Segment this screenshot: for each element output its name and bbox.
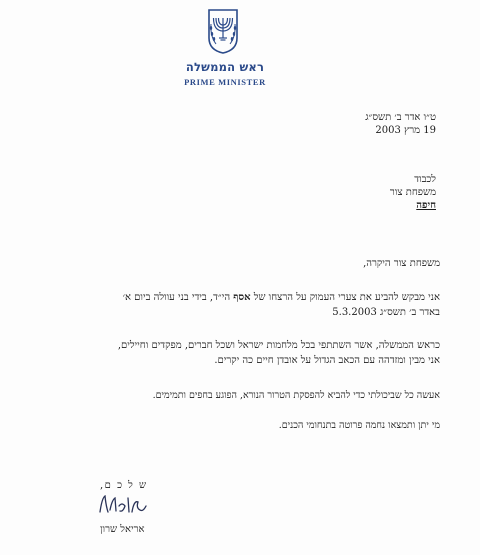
signer-name: אריאל שרון — [100, 524, 145, 535]
office-title-hebrew: ראש הממשלה — [185, 60, 265, 74]
paragraph-2-line-2: אני מבין ומזדהה עם הכאב הגדול על אובדן חיים כה יקרים. — [214, 355, 440, 366]
office-title-english: PRIME MINISTER — [184, 77, 266, 87]
closing-sign-off: ש ל כ ם, — [100, 480, 148, 491]
date-gregorian: 19 מרץ 2003 — [375, 125, 436, 136]
victim-name: אסף — [233, 292, 251, 303]
state-emblem-icon — [206, 8, 240, 54]
recipient-family: משפחת צור — [389, 187, 436, 198]
paragraph-4: מי יתן ותמצאו נחמה פרוטה בתנחומי הכנים. — [278, 420, 440, 431]
recipient-city: חיפה — [416, 200, 436, 211]
paragraph-1-text-after: הי״ד, בידי בני עוולה ביום א׳ — [122, 292, 234, 303]
paragraph-1-line-2: באדר ב׳ תשס״ג 5.3.2003 — [332, 307, 440, 318]
recipient-honorific: לכבוד — [414, 174, 436, 185]
paragraph-1-line-1 — [30, 290, 440, 305]
handwritten-signature — [96, 492, 150, 518]
date-hebrew: ט״ו אדר ב׳ תשס״ג — [365, 112, 436, 123]
paragraph-1-text-before: אני מבקש להביע את צערי העמוק על הרצחו של — [250, 292, 440, 303]
salutation: משפחת צור היקרה, — [363, 258, 440, 269]
paragraph-3: אעשה כל שביכולתי כדי להביא להפסקת הטרור הנורא, הפוגע בחפים ותמימים. — [152, 390, 440, 401]
paragraph-2-line-1: כראש הממשלה, אשר השתתפי בכל מלחמות ישראל ושכל חברים, מפקדים וחיילים, — [117, 340, 440, 351]
